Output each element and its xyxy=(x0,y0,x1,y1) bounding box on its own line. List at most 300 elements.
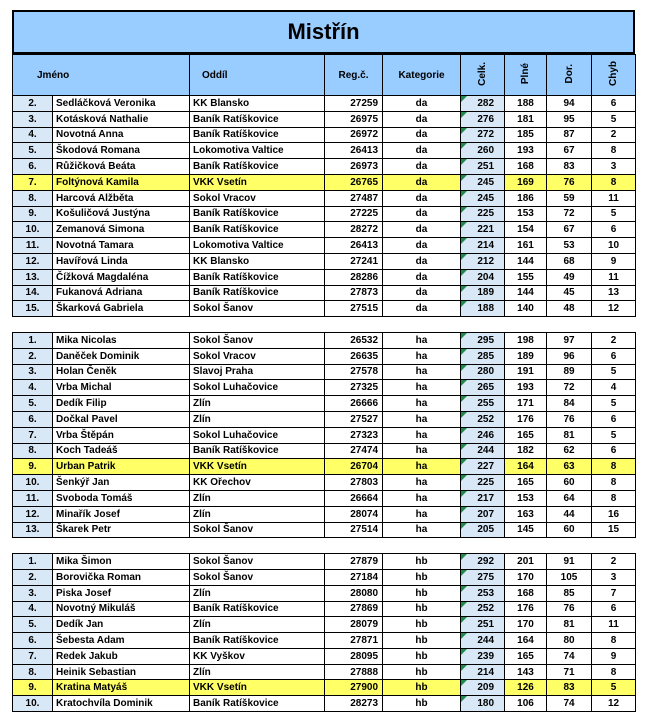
category-cell: hb xyxy=(383,664,461,680)
clear-cell: 63 xyxy=(547,459,592,475)
spacer-cell xyxy=(13,317,636,333)
full-cell: 168 xyxy=(505,159,547,175)
table-row xyxy=(13,569,636,585)
category-cell: ha xyxy=(383,522,461,538)
name-cell: Zemanová Simona xyxy=(53,222,190,238)
category-cell: ha xyxy=(383,475,461,491)
reg-cell: 28286 xyxy=(325,269,383,285)
full-cell: 126 xyxy=(505,680,547,696)
club-cell: Zlín xyxy=(190,664,325,680)
name-cell: Kratina Matyáš xyxy=(53,680,190,696)
spacer-cell xyxy=(13,538,636,554)
clear-cell: 49 xyxy=(547,269,592,285)
reg-cell: 28273 xyxy=(325,696,383,712)
total-cell: 252 xyxy=(461,601,505,617)
errors-cell: 6 xyxy=(592,96,636,112)
clear-cell: 105 xyxy=(547,569,592,585)
full-cell: 170 xyxy=(505,569,547,585)
total-cell: 244 xyxy=(461,633,505,649)
total-cell: 282 xyxy=(461,96,505,112)
club-cell: Sokol Šanov xyxy=(190,332,325,348)
errors-cell: 5 xyxy=(592,364,636,380)
club-cell: Zlín xyxy=(190,506,325,522)
header-name: Jméno xyxy=(13,55,190,96)
name-cell: Dedík Jan xyxy=(53,617,190,633)
table-row xyxy=(13,238,636,254)
category-cell: hb xyxy=(383,648,461,664)
name-cell: Sedláčková Veronika xyxy=(53,96,190,112)
club-cell: Baník Ratíškovice xyxy=(190,443,325,459)
table-row xyxy=(13,411,636,427)
full-cell: 161 xyxy=(505,238,547,254)
reg-cell: 27323 xyxy=(325,427,383,443)
header-club: Oddíl xyxy=(190,55,325,96)
name-cell: Urban Patrik xyxy=(53,459,190,475)
club-cell: VKK Vsetín xyxy=(190,174,325,190)
total-cell: 225 xyxy=(461,206,505,222)
results-sheet xyxy=(12,10,635,712)
table-row xyxy=(13,380,636,396)
clear-cell: 68 xyxy=(547,253,592,269)
total-cell: 275 xyxy=(461,569,505,585)
errors-cell: 6 xyxy=(592,601,636,617)
clear-cell: 97 xyxy=(547,332,592,348)
table-row xyxy=(13,522,636,538)
clear-cell: 80 xyxy=(547,633,592,649)
reg-cell: 26704 xyxy=(325,459,383,475)
header-total xyxy=(461,55,505,96)
clear-cell: 53 xyxy=(547,238,592,254)
errors-cell: 8 xyxy=(592,143,636,159)
table-row xyxy=(13,364,636,380)
rank-cell: 7. xyxy=(13,648,53,664)
rank-cell: 8. xyxy=(13,664,53,680)
name-cell: Piska Josef xyxy=(53,585,190,601)
reg-cell: 27241 xyxy=(325,253,383,269)
category-cell: ha xyxy=(383,459,461,475)
full-cell: 193 xyxy=(505,143,547,159)
total-cell: 252 xyxy=(461,411,505,427)
reg-cell: 26666 xyxy=(325,396,383,412)
full-cell: 164 xyxy=(505,633,547,649)
club-cell: Zlín xyxy=(190,585,325,601)
club-cell: Baník Ratíškovice xyxy=(190,633,325,649)
clear-cell: 64 xyxy=(547,490,592,506)
category-cell: hb xyxy=(383,680,461,696)
category-cell: ha xyxy=(383,490,461,506)
rank-cell: 2. xyxy=(13,569,53,585)
rank-cell: 5. xyxy=(13,617,53,633)
club-cell: Lokomotiva Valtice xyxy=(190,143,325,159)
category-cell: hb xyxy=(383,554,461,570)
reg-cell: 27869 xyxy=(325,601,383,617)
reg-cell: 27871 xyxy=(325,633,383,649)
full-cell: 165 xyxy=(505,427,547,443)
table-row xyxy=(13,506,636,522)
clear-cell: 74 xyxy=(547,696,592,712)
header-clear-label: Dor. xyxy=(563,63,575,84)
reg-cell: 27474 xyxy=(325,443,383,459)
table-row xyxy=(13,332,636,348)
reg-cell: 26413 xyxy=(325,238,383,254)
reg-cell: 27879 xyxy=(325,554,383,570)
table-body xyxy=(13,96,636,712)
rank-cell: 1. xyxy=(13,554,53,570)
name-cell: Kotásková Nathalie xyxy=(53,111,190,127)
clear-cell: 48 xyxy=(547,301,592,317)
reg-cell: 26413 xyxy=(325,143,383,159)
table-row xyxy=(13,459,636,475)
errors-cell: 6 xyxy=(592,443,636,459)
rank-cell: 7. xyxy=(13,427,53,443)
category-cell: ha xyxy=(383,380,461,396)
rank-cell: 5. xyxy=(13,396,53,412)
errors-cell: 8 xyxy=(592,664,636,680)
total-cell: 214 xyxy=(461,238,505,254)
clear-cell: 83 xyxy=(547,680,592,696)
reg-cell: 27527 xyxy=(325,411,383,427)
clear-cell: 87 xyxy=(547,127,592,143)
total-cell: 280 xyxy=(461,364,505,380)
category-cell: ha xyxy=(383,506,461,522)
rank-cell: 9. xyxy=(13,206,53,222)
category-cell: da xyxy=(383,285,461,301)
category-cell: ha xyxy=(383,443,461,459)
category-cell: da xyxy=(383,96,461,112)
full-cell: 193 xyxy=(505,380,547,396)
total-cell: 272 xyxy=(461,127,505,143)
club-cell: VKK Vsetín xyxy=(190,680,325,696)
name-cell: Daněček Dominik xyxy=(53,348,190,364)
full-cell: 154 xyxy=(505,222,547,238)
table-row xyxy=(13,585,636,601)
reg-cell: 27225 xyxy=(325,206,383,222)
errors-cell: 6 xyxy=(592,411,636,427)
reg-cell: 26664 xyxy=(325,490,383,506)
errors-cell: 2 xyxy=(592,127,636,143)
name-cell: Šebesta Adam xyxy=(53,633,190,649)
total-cell: 209 xyxy=(461,680,505,696)
club-cell: Baník Ratíškovice xyxy=(190,696,325,712)
errors-cell: 5 xyxy=(592,111,636,127)
name-cell: Holan Čeněk xyxy=(53,364,190,380)
total-cell: 246 xyxy=(461,427,505,443)
category-cell: ha xyxy=(383,332,461,348)
club-cell: Sokol Šanov xyxy=(190,569,325,585)
reg-cell: 28080 xyxy=(325,585,383,601)
section-spacer xyxy=(13,538,636,554)
rank-cell: 8. xyxy=(13,190,53,206)
clear-cell: 60 xyxy=(547,475,592,491)
header-total-label: Celk. xyxy=(477,61,489,86)
category-cell: hb xyxy=(383,696,461,712)
full-cell: 170 xyxy=(505,617,547,633)
rank-cell: 13. xyxy=(13,522,53,538)
rank-cell: 10. xyxy=(13,696,53,712)
club-cell: Sokol Šanov xyxy=(190,301,325,317)
total-cell: 180 xyxy=(461,696,505,712)
reg-cell: 26765 xyxy=(325,174,383,190)
reg-cell: 27873 xyxy=(325,285,383,301)
errors-cell: 10 xyxy=(592,238,636,254)
errors-cell: 16 xyxy=(592,506,636,522)
full-cell: 143 xyxy=(505,664,547,680)
rank-cell: 3. xyxy=(13,111,53,127)
reg-cell: 27184 xyxy=(325,569,383,585)
category-cell: da xyxy=(383,269,461,285)
full-cell: 153 xyxy=(505,206,547,222)
total-cell: 253 xyxy=(461,585,505,601)
total-cell: 265 xyxy=(461,380,505,396)
rank-cell: 7. xyxy=(13,174,53,190)
rank-cell: 6. xyxy=(13,411,53,427)
name-cell: Minařík Josef xyxy=(53,506,190,522)
name-cell: Košuličová Justýna xyxy=(53,206,190,222)
table-row xyxy=(13,443,636,459)
errors-cell: 8 xyxy=(592,490,636,506)
total-cell: 255 xyxy=(461,396,505,412)
club-cell: Zlín xyxy=(190,411,325,427)
rank-cell: 13. xyxy=(13,269,53,285)
club-cell: Zlín xyxy=(190,490,325,506)
table-header xyxy=(13,55,636,96)
club-cell: Sokol Vracov xyxy=(190,190,325,206)
errors-cell: 15 xyxy=(592,522,636,538)
errors-cell: 4 xyxy=(592,380,636,396)
name-cell: Mika Šimon xyxy=(53,554,190,570)
table-row xyxy=(13,285,636,301)
reg-cell: 27900 xyxy=(325,680,383,696)
name-cell: Novotná Anna xyxy=(53,127,190,143)
errors-cell: 11 xyxy=(592,617,636,633)
errors-cell: 2 xyxy=(592,332,636,348)
errors-cell: 3 xyxy=(592,569,636,585)
errors-cell: 5 xyxy=(592,396,636,412)
total-cell: 217 xyxy=(461,490,505,506)
clear-cell: 95 xyxy=(547,111,592,127)
name-cell: Havířová Linda xyxy=(53,253,190,269)
rank-cell: 3. xyxy=(13,364,53,380)
reg-cell: 26975 xyxy=(325,111,383,127)
full-cell: 176 xyxy=(505,601,547,617)
total-cell: 221 xyxy=(461,222,505,238)
reg-cell: 27514 xyxy=(325,522,383,538)
errors-cell: 7 xyxy=(592,585,636,601)
name-cell: Čížková Magdaléna xyxy=(53,269,190,285)
rank-cell: 6. xyxy=(13,159,53,175)
table-row xyxy=(13,159,636,175)
full-cell: 186 xyxy=(505,190,547,206)
errors-cell: 9 xyxy=(592,253,636,269)
club-cell: Sokol Vracov xyxy=(190,348,325,364)
name-cell: Svoboda Tomáš xyxy=(53,490,190,506)
total-cell: 205 xyxy=(461,522,505,538)
clear-cell: 76 xyxy=(547,601,592,617)
club-cell: Sokol Šanov xyxy=(190,554,325,570)
errors-cell: 6 xyxy=(592,222,636,238)
full-cell: 144 xyxy=(505,253,547,269)
table-row xyxy=(13,301,636,317)
errors-cell: 8 xyxy=(592,475,636,491)
clear-cell: 81 xyxy=(547,617,592,633)
errors-cell: 11 xyxy=(592,190,636,206)
category-cell: ha xyxy=(383,411,461,427)
reg-cell: 28079 xyxy=(325,617,383,633)
clear-cell: 84 xyxy=(547,396,592,412)
name-cell: Dočkal Pavel xyxy=(53,411,190,427)
clear-cell: 83 xyxy=(547,159,592,175)
category-cell: da xyxy=(383,190,461,206)
reg-cell: 28272 xyxy=(325,222,383,238)
errors-cell: 12 xyxy=(592,696,636,712)
full-cell: 140 xyxy=(505,301,547,317)
club-cell: Slavoj Praha xyxy=(190,364,325,380)
name-cell: Kratochvíla Dominik xyxy=(53,696,190,712)
total-cell: 276 xyxy=(461,111,505,127)
table-row xyxy=(13,490,636,506)
errors-cell: 5 xyxy=(592,427,636,443)
results-table xyxy=(12,54,636,712)
category-cell: da xyxy=(383,159,461,175)
table-row xyxy=(13,190,636,206)
full-cell: 201 xyxy=(505,554,547,570)
full-cell: 155 xyxy=(505,269,547,285)
full-cell: 191 xyxy=(505,364,547,380)
full-cell: 164 xyxy=(505,459,547,475)
clear-cell: 94 xyxy=(547,96,592,112)
table-row xyxy=(13,601,636,617)
errors-cell: 2 xyxy=(592,554,636,570)
category-cell: da xyxy=(383,222,461,238)
errors-cell: 8 xyxy=(592,633,636,649)
reg-cell: 27803 xyxy=(325,475,383,491)
club-cell: KK Blansko xyxy=(190,253,325,269)
name-cell: Novotný Mikuláš xyxy=(53,601,190,617)
category-cell: da xyxy=(383,238,461,254)
total-cell: 245 xyxy=(461,190,505,206)
header-clear xyxy=(547,55,592,96)
table-row xyxy=(13,696,636,712)
full-cell: 145 xyxy=(505,522,547,538)
header-errors xyxy=(592,55,636,96)
reg-cell: 27888 xyxy=(325,664,383,680)
header-full-label: Plné xyxy=(520,62,532,85)
name-cell: Foltýnová Kamila xyxy=(53,174,190,190)
reg-cell: 28074 xyxy=(325,506,383,522)
full-cell: 165 xyxy=(505,475,547,491)
full-cell: 171 xyxy=(505,396,547,412)
reg-cell: 27325 xyxy=(325,380,383,396)
rank-cell: 14. xyxy=(13,285,53,301)
clear-cell: 76 xyxy=(547,411,592,427)
rank-cell: 2. xyxy=(13,96,53,112)
total-cell: 212 xyxy=(461,253,505,269)
header-full xyxy=(505,55,547,96)
errors-cell: 8 xyxy=(592,459,636,475)
full-cell: 185 xyxy=(505,127,547,143)
clear-cell: 44 xyxy=(547,506,592,522)
reg-cell: 27259 xyxy=(325,96,383,112)
rank-cell: 1. xyxy=(13,332,53,348)
total-cell: 260 xyxy=(461,143,505,159)
table-row xyxy=(13,633,636,649)
name-cell: Vrba Štěpán xyxy=(53,427,190,443)
reg-cell: 26972 xyxy=(325,127,383,143)
category-cell: hb xyxy=(383,569,461,585)
total-cell: 292 xyxy=(461,554,505,570)
errors-cell: 13 xyxy=(592,285,636,301)
table-row xyxy=(13,127,636,143)
table-row xyxy=(13,680,636,696)
club-cell: Sokol Šanov xyxy=(190,522,325,538)
club-cell: Baník Ratíškovice xyxy=(190,127,325,143)
category-cell: hb xyxy=(383,585,461,601)
category-cell: hb xyxy=(383,633,461,649)
table-row xyxy=(13,648,636,664)
rank-cell: 4. xyxy=(13,380,53,396)
clear-cell: 62 xyxy=(547,443,592,459)
name-cell: Vrba Michal xyxy=(53,380,190,396)
clear-cell: 85 xyxy=(547,585,592,601)
full-cell: 189 xyxy=(505,348,547,364)
clear-cell: 67 xyxy=(547,222,592,238)
total-cell: 239 xyxy=(461,648,505,664)
full-cell: 168 xyxy=(505,585,547,601)
clear-cell: 72 xyxy=(547,206,592,222)
clear-cell: 72 xyxy=(547,380,592,396)
full-cell: 182 xyxy=(505,443,547,459)
table-row xyxy=(13,174,636,190)
reg-cell: 28095 xyxy=(325,648,383,664)
errors-cell: 5 xyxy=(592,206,636,222)
table-row xyxy=(13,617,636,633)
club-cell: Baník Ratíškovice xyxy=(190,269,325,285)
rank-cell: 11. xyxy=(13,490,53,506)
rank-cell: 12. xyxy=(13,506,53,522)
table-row xyxy=(13,664,636,680)
name-cell: Mika Nicolas xyxy=(53,332,190,348)
errors-cell: 5 xyxy=(592,680,636,696)
category-cell: ha xyxy=(383,427,461,443)
total-cell: 188 xyxy=(461,301,505,317)
full-cell: 153 xyxy=(505,490,547,506)
clear-cell: 81 xyxy=(547,427,592,443)
name-cell: Fukanová Adriana xyxy=(53,285,190,301)
category-cell: da xyxy=(383,111,461,127)
club-cell: Baník Ratíškovice xyxy=(190,222,325,238)
reg-cell: 26973 xyxy=(325,159,383,175)
category-cell: da xyxy=(383,127,461,143)
table-row xyxy=(13,269,636,285)
rank-cell: 4. xyxy=(13,127,53,143)
rank-cell: 3. xyxy=(13,585,53,601)
rank-cell: 12. xyxy=(13,253,53,269)
clear-cell: 60 xyxy=(547,522,592,538)
total-cell: 227 xyxy=(461,459,505,475)
total-cell: 251 xyxy=(461,159,505,175)
errors-cell: 3 xyxy=(592,159,636,175)
total-cell: 295 xyxy=(461,332,505,348)
rank-cell: 4. xyxy=(13,601,53,617)
errors-cell: 9 xyxy=(592,648,636,664)
club-cell: Zlín xyxy=(190,617,325,633)
name-cell: Škodová Romana xyxy=(53,143,190,159)
category-cell: ha xyxy=(383,364,461,380)
rank-cell: 5. xyxy=(13,143,53,159)
full-cell: 106 xyxy=(505,696,547,712)
total-cell: 285 xyxy=(461,348,505,364)
table-row xyxy=(13,111,636,127)
